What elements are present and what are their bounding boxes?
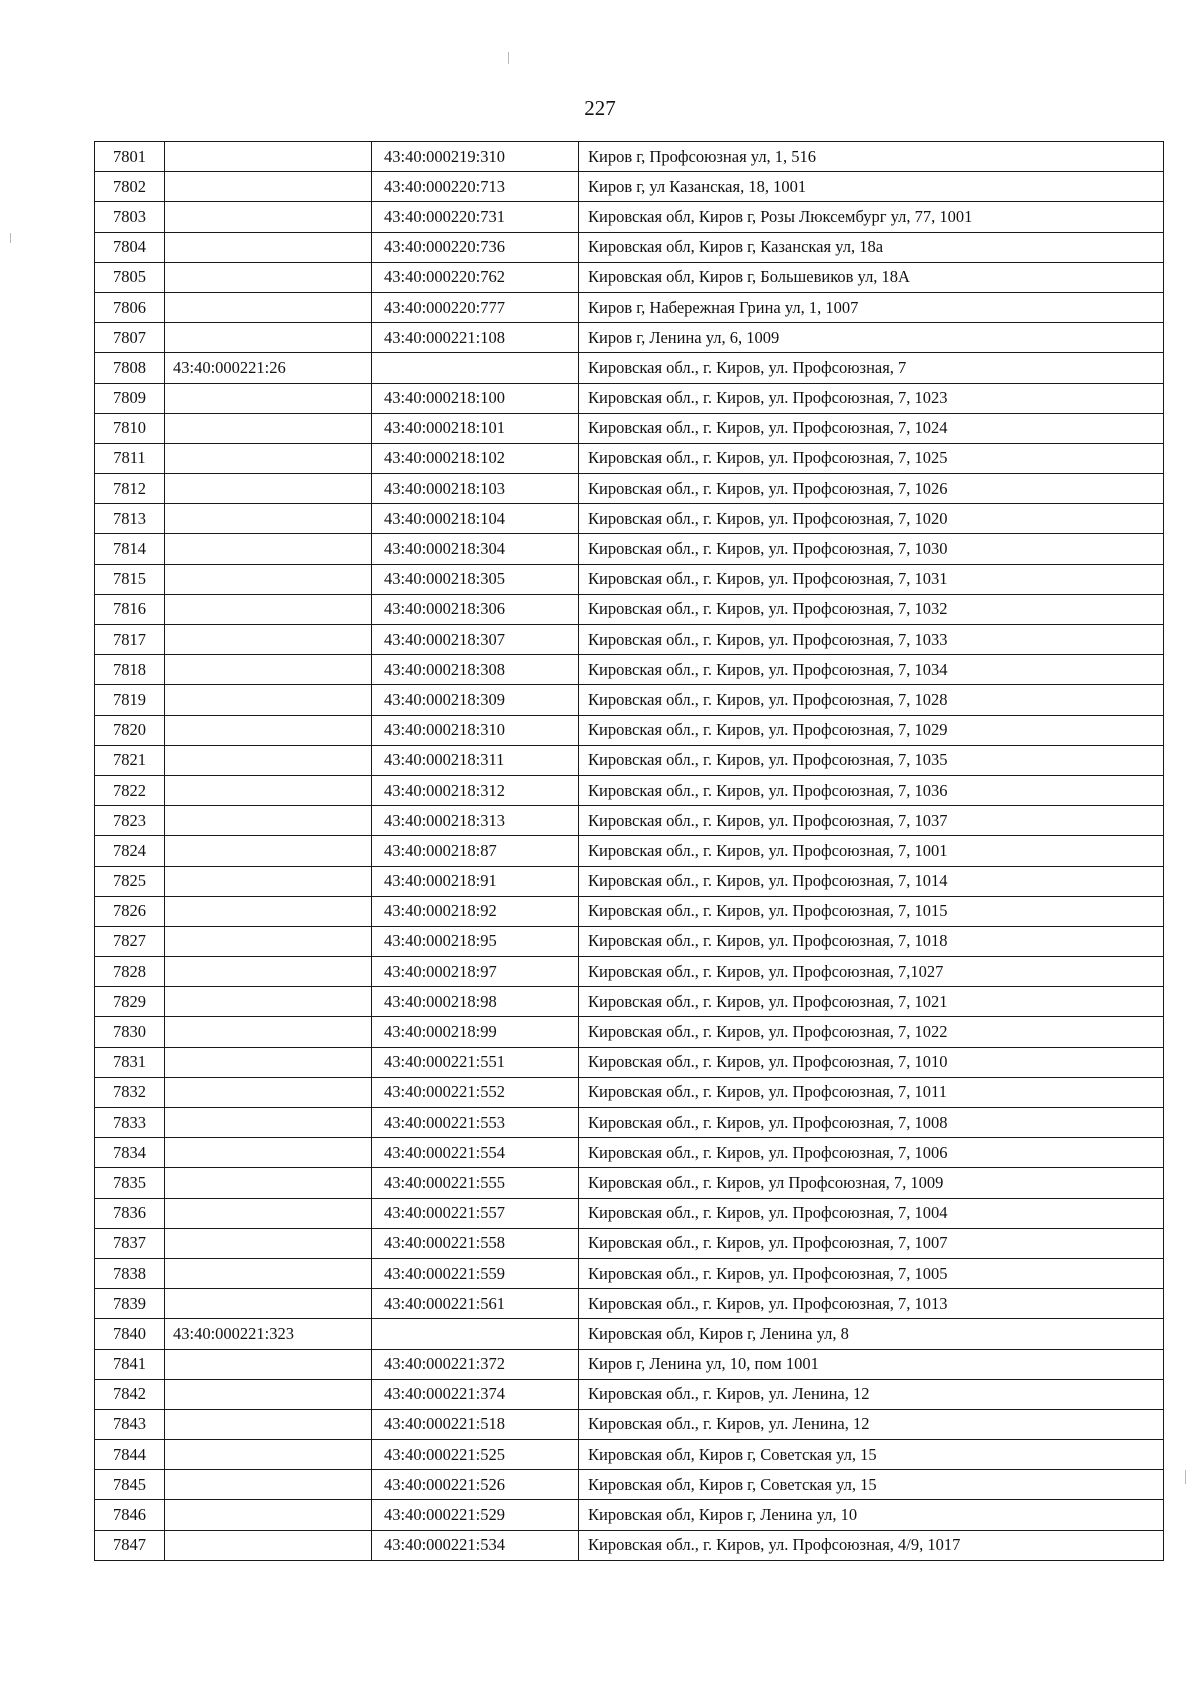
table-row <box>95 1228 1164 1258</box>
table-row <box>95 1047 1164 1077</box>
old-number-cell <box>165 1168 372 1198</box>
old-number-cell <box>165 957 372 987</box>
row-number-cell: 7835 <box>95 1168 165 1198</box>
row-number-cell: 7817 <box>95 625 165 655</box>
row-number-cell: 7815 <box>95 564 165 594</box>
table-row <box>95 1440 1164 1470</box>
cadastral-number-cell: 43:40:000218:310 <box>372 715 579 745</box>
row-number-cell: 7843 <box>95 1409 165 1439</box>
old-number-cell <box>165 142 372 172</box>
table-row <box>95 1198 1164 1228</box>
cadastral-number-cell: 43:40:000221:534 <box>372 1530 579 1560</box>
row-number-cell: 7818 <box>95 655 165 685</box>
old-number-cell <box>165 987 372 1017</box>
row-number-cell: 7805 <box>95 262 165 292</box>
table-row <box>95 172 1164 202</box>
row-number-cell: 7802 <box>95 172 165 202</box>
table-row <box>95 202 1164 232</box>
table-row <box>95 353 1164 383</box>
row-number-cell: 7830 <box>95 1017 165 1047</box>
cadastral-number-cell: 43:40:000221:554 <box>372 1138 579 1168</box>
old-number-cell <box>165 896 372 926</box>
old-number-cell <box>165 1138 372 1168</box>
cadastral-number-cell: 43:40:000218:95 <box>372 926 579 956</box>
row-number-cell: 7820 <box>95 715 165 745</box>
address-cell: Киров г, Профсоюзная ул, 1, 516 <box>579 142 1164 172</box>
old-number-cell <box>165 1470 372 1500</box>
address-cell: Кировская обл., г. Киров, ул. Профсоюзная, 7, 1028 <box>579 685 1164 715</box>
cadastral-number-cell: 43:40:000221:374 <box>372 1379 579 1409</box>
old-number-cell <box>165 655 372 685</box>
row-number-cell: 7838 <box>95 1258 165 1288</box>
address-cell: Кировская обл., г. Киров, ул. Профсоюзная, 7, 1026 <box>579 474 1164 504</box>
old-number-cell: 43:40:000221:26 <box>165 353 372 383</box>
old-number-cell <box>165 1047 372 1077</box>
row-number-cell: 7842 <box>95 1379 165 1409</box>
address-cell: Кировская обл., г. Киров, ул. Профсоюзная, 7, 1007 <box>579 1228 1164 1258</box>
row-number-cell: 7804 <box>95 232 165 262</box>
cadastral-number-cell: 43:40:000218:309 <box>372 685 579 715</box>
cadastral-number-cell: 43:40:000218:305 <box>372 564 579 594</box>
address-cell: Кировская обл, Киров г, Казанская ул, 18а <box>579 232 1164 262</box>
table-row <box>95 232 1164 262</box>
address-cell: Кировская обл., г. Киров, ул. Профсоюзная, 7, 1004 <box>579 1198 1164 1228</box>
old-number-cell <box>165 413 372 443</box>
address-cell: Кировская обл, Киров г, Советская ул, 15 <box>579 1470 1164 1500</box>
row-number-cell: 7813 <box>95 504 165 534</box>
row-number-cell: 7847 <box>95 1530 165 1560</box>
table-row <box>95 745 1164 775</box>
cadastral-number-cell: 43:40:000221:529 <box>372 1500 579 1530</box>
address-cell: Кировская обл, Киров г, Большевиков ул, 18А <box>579 262 1164 292</box>
row-number-cell: 7809 <box>95 383 165 413</box>
old-number-cell <box>165 836 372 866</box>
row-number-cell: 7808 <box>95 353 165 383</box>
row-number-cell: 7824 <box>95 836 165 866</box>
table-row <box>95 504 1164 534</box>
address-cell: Кировская обл., г. Киров, ул. Профсоюзная, 7, 1025 <box>579 443 1164 473</box>
address-cell: Кировская обл., г. Киров, ул. Профсоюзная, 7, 1020 <box>579 504 1164 534</box>
row-number-cell: 7814 <box>95 534 165 564</box>
address-cell: Кировская обл., г. Киров, ул. Профсоюзная, 7, 1030 <box>579 534 1164 564</box>
cadastral-number-cell: 43:40:000218:103 <box>372 474 579 504</box>
old-number-cell <box>165 1017 372 1047</box>
address-cell: Кировская обл., г. Киров, ул. Профсоюзная, 7, 1021 <box>579 987 1164 1017</box>
address-cell: Кировская обл., г. Киров, ул. Ленина, 12 <box>579 1379 1164 1409</box>
row-number-cell: 7827 <box>95 926 165 956</box>
table-row <box>95 655 1164 685</box>
cadastral-number-cell: 43:40:000218:306 <box>372 594 579 624</box>
cadastral-number-cell: 43:40:000218:102 <box>372 443 579 473</box>
row-number-cell: 7812 <box>95 474 165 504</box>
table-row <box>95 534 1164 564</box>
cadastral-number-cell: 43:40:000218:104 <box>372 504 579 534</box>
old-number-cell <box>165 474 372 504</box>
address-cell: Кировская обл., г. Киров, ул. Профсоюзная, 7,1027 <box>579 957 1164 987</box>
cadastral-number-cell: 43:40:000221:372 <box>372 1349 579 1379</box>
table-row <box>95 957 1164 987</box>
scan-speck <box>508 52 509 64</box>
cadastral-number-cell: 43:40:000218:87 <box>372 836 579 866</box>
address-cell: Киров г, ул Казанская, 18, 1001 <box>579 172 1164 202</box>
table-row <box>95 383 1164 413</box>
old-number-cell <box>165 323 372 353</box>
cadastral-number-cell: 43:40:000219:310 <box>372 142 579 172</box>
registry-table <box>94 141 1164 1561</box>
old-number-cell <box>165 1258 372 1288</box>
row-number-cell: 7806 <box>95 292 165 322</box>
cadastral-number-cell: 43:40:000218:308 <box>372 655 579 685</box>
row-number-cell: 7811 <box>95 443 165 473</box>
row-number-cell: 7839 <box>95 1289 165 1319</box>
old-number-cell <box>165 745 372 775</box>
table-row <box>95 443 1164 473</box>
cadastral-number-cell: 43:40:000221:558 <box>372 1228 579 1258</box>
table-row <box>95 1349 1164 1379</box>
row-number-cell: 7822 <box>95 775 165 805</box>
address-cell: Киров г, Ленина ул, 6, 1009 <box>579 323 1164 353</box>
table-row <box>95 1168 1164 1198</box>
row-number-cell: 7845 <box>95 1470 165 1500</box>
cadastral-number-cell: 43:40:000221:108 <box>372 323 579 353</box>
cadastral-number-cell: 43:40:000221:557 <box>372 1198 579 1228</box>
cadastral-number-cell <box>372 1319 579 1349</box>
cadastral-number-cell: 43:40:000218:97 <box>372 957 579 987</box>
cadastral-number-cell: 43:40:000218:98 <box>372 987 579 1017</box>
address-cell: Кировская обл., г. Киров, ул. Профсоюзная, 7, 1001 <box>579 836 1164 866</box>
old-number-cell <box>165 1108 372 1138</box>
old-number-cell <box>165 383 372 413</box>
table-row <box>95 474 1164 504</box>
row-number-cell: 7846 <box>95 1500 165 1530</box>
old-number-cell <box>165 443 372 473</box>
cadastral-number-cell: 43:40:000220:777 <box>372 292 579 322</box>
old-number-cell <box>165 926 372 956</box>
cadastral-number-cell: 43:40:000221:559 <box>372 1258 579 1288</box>
scan-speck <box>10 233 11 243</box>
old-number-cell <box>165 292 372 322</box>
address-cell: Кировская обл., г. Киров, ул. Профсоюзная, 7, 1006 <box>579 1138 1164 1168</box>
cadastral-number-cell: 43:40:000221:553 <box>372 1108 579 1138</box>
table-row <box>95 1530 1164 1560</box>
address-cell: Кировская обл., г. Киров, ул. Профсоюзная, 7, 1005 <box>579 1258 1164 1288</box>
address-cell: Кировская обл., г. Киров, ул Профсоюзная, 7, 1009 <box>579 1168 1164 1198</box>
table-row <box>95 323 1164 353</box>
row-number-cell: 7829 <box>95 987 165 1017</box>
cadastral-number-cell: 43:40:000220:736 <box>372 232 579 262</box>
table-row <box>95 1500 1164 1530</box>
address-cell: Кировская обл., г. Киров, ул. Профсоюзная, 7, 1018 <box>579 926 1164 956</box>
table-row <box>95 1379 1164 1409</box>
address-cell: Кировская обл., г. Киров, ул. Профсоюзная, 7, 1011 <box>579 1077 1164 1107</box>
table-row <box>95 1108 1164 1138</box>
cadastral-number-cell: 43:40:000221:561 <box>372 1289 579 1319</box>
cadastral-number-cell: 43:40:000218:307 <box>372 625 579 655</box>
table-row <box>95 1409 1164 1439</box>
address-cell: Кировская обл., г. Киров, ул. Профсоюзная, 7, 1022 <box>579 1017 1164 1047</box>
address-cell: Кировская обл, Киров г, Ленина ул, 8 <box>579 1319 1164 1349</box>
table-row <box>95 1258 1164 1288</box>
row-number-cell: 7841 <box>95 1349 165 1379</box>
address-cell: Кировская обл., г. Киров, ул. Ленина, 12 <box>579 1409 1164 1439</box>
old-number-cell <box>165 866 372 896</box>
cadastral-number-cell: 43:40:000221:551 <box>372 1047 579 1077</box>
old-number-cell <box>165 1379 372 1409</box>
cadastral-number-cell: 43:40:000218:304 <box>372 534 579 564</box>
page-number: 227 <box>584 96 616 120</box>
scan-speck <box>1185 1470 1186 1484</box>
cadastral-number-cell: 43:40:000221:518 <box>372 1409 579 1439</box>
table-row <box>95 1470 1164 1500</box>
cadastral-number-cell: 43:40:000220:731 <box>372 202 579 232</box>
old-number-cell <box>165 806 372 836</box>
old-number-cell <box>165 504 372 534</box>
old-number-cell <box>165 1500 372 1530</box>
table-row <box>95 625 1164 655</box>
row-number-cell: 7807 <box>95 323 165 353</box>
table-row <box>95 564 1164 594</box>
cadastral-number-cell: 43:40:000221:552 <box>372 1077 579 1107</box>
row-number-cell: 7826 <box>95 896 165 926</box>
row-number-cell: 7819 <box>95 685 165 715</box>
cadastral-number-cell <box>372 353 579 383</box>
old-number-cell <box>165 1530 372 1560</box>
cadastral-number-cell: 43:40:000221:526 <box>372 1470 579 1500</box>
address-cell: Кировская обл., г. Киров, ул. Профсоюзная, 7, 1023 <box>579 383 1164 413</box>
row-number-cell: 7816 <box>95 594 165 624</box>
old-number-cell <box>165 1289 372 1319</box>
address-cell: Кировская обл., г. Киров, ул. Профсоюзная, 7, 1032 <box>579 594 1164 624</box>
cadastral-number-cell: 43:40:000218:313 <box>372 806 579 836</box>
row-number-cell: 7803 <box>95 202 165 232</box>
old-number-cell <box>165 564 372 594</box>
table-row <box>95 866 1164 896</box>
row-number-cell: 7831 <box>95 1047 165 1077</box>
table-row <box>95 1017 1164 1047</box>
address-cell: Кировская обл., г. Киров, ул. Профсоюзная, 7, 1008 <box>579 1108 1164 1138</box>
table-row <box>95 775 1164 805</box>
row-number-cell: 7844 <box>95 1440 165 1470</box>
row-number-cell: 7801 <box>95 142 165 172</box>
row-number-cell: 7828 <box>95 957 165 987</box>
cadastral-number-cell: 43:40:000220:713 <box>372 172 579 202</box>
old-number-cell <box>165 1198 372 1228</box>
cadastral-number-cell: 43:40:000218:101 <box>372 413 579 443</box>
address-cell: Кировская обл., г. Киров, ул. Профсоюзная, 7, 1031 <box>579 564 1164 594</box>
table-row <box>95 1319 1164 1349</box>
address-cell: Кировская обл, Киров г, Розы Люксембург ул, 77, 1001 <box>579 202 1164 232</box>
address-cell: Кировская обл., г. Киров, ул. Профсоюзная, 7, 1024 <box>579 413 1164 443</box>
cadastral-number-cell: 43:40:000220:762 <box>372 262 579 292</box>
row-number-cell: 7837 <box>95 1228 165 1258</box>
cadastral-number-cell: 43:40:000218:99 <box>372 1017 579 1047</box>
table-row <box>95 685 1164 715</box>
address-cell: Кировская обл., г. Киров, ул. Профсоюзная, 7 <box>579 353 1164 383</box>
cadastral-number-cell: 43:40:000218:91 <box>372 866 579 896</box>
address-cell: Кировская обл., г. Киров, ул. Профсоюзная, 7, 1037 <box>579 806 1164 836</box>
address-cell: Кировская обл., г. Киров, ул. Профсоюзная, 7, 1036 <box>579 775 1164 805</box>
table-row <box>95 142 1164 172</box>
row-number-cell: 7832 <box>95 1077 165 1107</box>
address-cell: Киров г, Набережная Грина ул, 1, 1007 <box>579 292 1164 322</box>
old-number-cell <box>165 262 372 292</box>
table-row <box>95 836 1164 866</box>
address-cell: Кировская обл., г. Киров, ул. Профсоюзная, 7, 1034 <box>579 655 1164 685</box>
table-row <box>95 262 1164 292</box>
cadastral-number-cell: 43:40:000218:100 <box>372 383 579 413</box>
old-number-cell <box>165 232 372 262</box>
old-number-cell <box>165 594 372 624</box>
address-cell: Кировская обл., г. Киров, ул. Профсоюзная, 7, 1014 <box>579 866 1164 896</box>
cadastral-number-cell: 43:40:000218:92 <box>372 896 579 926</box>
old-number-cell <box>165 1349 372 1379</box>
address-cell: Кировская обл., г. Киров, ул. Профсоюзная, 7, 1029 <box>579 715 1164 745</box>
table-row <box>95 594 1164 624</box>
old-number-cell <box>165 1440 372 1470</box>
cadastral-number-cell: 43:40:000221:525 <box>372 1440 579 1470</box>
old-number-cell <box>165 202 372 232</box>
address-cell: Кировская обл., г. Киров, ул. Профсоюзная, 7, 1033 <box>579 625 1164 655</box>
table-row <box>95 806 1164 836</box>
table-row <box>95 987 1164 1017</box>
address-cell: Киров г, Ленина ул, 10, пом 1001 <box>579 1349 1164 1379</box>
cadastral-number-cell: 43:40:000218:312 <box>372 775 579 805</box>
row-number-cell: 7834 <box>95 1138 165 1168</box>
old-number-cell <box>165 775 372 805</box>
row-number-cell: 7821 <box>95 745 165 775</box>
row-number-cell: 7823 <box>95 806 165 836</box>
row-number-cell: 7833 <box>95 1108 165 1138</box>
cadastral-number-cell: 43:40:000221:555 <box>372 1168 579 1198</box>
table-row <box>95 926 1164 956</box>
address-cell: Кировская обл., г. Киров, ул. Профсоюзная, 7, 1015 <box>579 896 1164 926</box>
table-row <box>95 896 1164 926</box>
old-number-cell <box>165 1409 372 1439</box>
row-number-cell: 7825 <box>95 866 165 896</box>
address-cell: Кировская обл, Киров г, Советская ул, 15 <box>579 1440 1164 1470</box>
table-row <box>95 1077 1164 1107</box>
registry-table-body <box>95 142 1164 1561</box>
table-row <box>95 1289 1164 1319</box>
old-number-cell <box>165 172 372 202</box>
address-cell: Кировская обл, Киров г, Ленина ул, 10 <box>579 1500 1164 1530</box>
table-row <box>95 292 1164 322</box>
row-number-cell: 7840 <box>95 1319 165 1349</box>
address-cell: Кировская обл., г. Киров, ул. Профсоюзная, 4/9, 1017 <box>579 1530 1164 1560</box>
table-row <box>95 715 1164 745</box>
old-number-cell <box>165 715 372 745</box>
cadastral-number-cell: 43:40:000218:311 <box>372 745 579 775</box>
address-cell: Кировская обл., г. Киров, ул. Профсоюзная, 7, 1010 <box>579 1047 1164 1077</box>
address-cell: Кировская обл., г. Киров, ул. Профсоюзная, 7, 1035 <box>579 745 1164 775</box>
row-number-cell: 7810 <box>95 413 165 443</box>
table-row <box>95 1138 1164 1168</box>
address-cell: Кировская обл., г. Киров, ул. Профсоюзная, 7, 1013 <box>579 1289 1164 1319</box>
table-row <box>95 413 1164 443</box>
old-number-cell: 43:40:000221:323 <box>165 1319 372 1349</box>
old-number-cell <box>165 534 372 564</box>
row-number-cell: 7836 <box>95 1198 165 1228</box>
old-number-cell <box>165 625 372 655</box>
old-number-cell <box>165 1228 372 1258</box>
old-number-cell <box>165 685 372 715</box>
old-number-cell <box>165 1077 372 1107</box>
